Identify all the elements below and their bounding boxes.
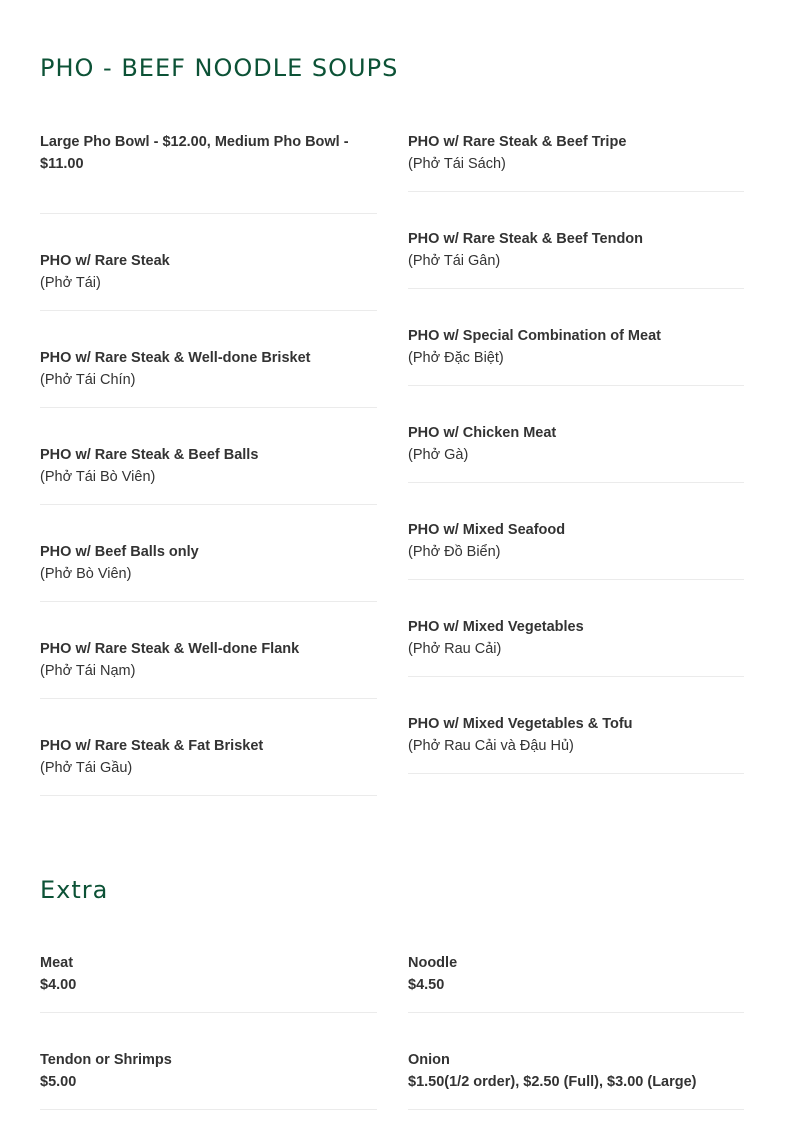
menu-item — [40, 347, 377, 408]
menu-item-name: PHO w/ Special Combination of Meat — [408, 328, 661, 344]
menu-item-description: (Phở Rau Cải) — [408, 641, 502, 657]
menu-item-name: PHO w/ Rare Steak & Well-done Flank — [40, 641, 300, 657]
menu-item — [408, 228, 744, 289]
menu-item-name: PHO w/ Mixed Vegetables & Tofu — [408, 716, 633, 732]
menu-item — [40, 250, 377, 311]
menu-item-name: PHO w/ Mixed Vegetables — [408, 619, 584, 635]
menu-item-description: (Phở Tái Bò Viên) — [40, 469, 156, 485]
menu-item — [40, 952, 377, 1013]
menu-item-name: Large Pho Bowl - $12.00, Medium Pho Bowl - $11.00 — [40, 134, 349, 172]
menu-item-price: $5.00 — [40, 1074, 77, 1090]
menu-item — [408, 1049, 744, 1110]
menu-item-price: $4.50 — [408, 977, 445, 993]
extra-menu-left-column — [40, 952, 377, 1146]
menu-item-description: (Phở Bò Viên) — [40, 566, 132, 582]
menu-item-name: PHO w/ Mixed Seafood — [408, 522, 566, 538]
menu-item-name: PHO w/ Rare Steak & Beef Balls — [40, 447, 259, 463]
menu-item-description: (Phở Tái Gân) — [408, 253, 501, 269]
menu-item-price: $4.00 — [40, 977, 77, 993]
menu-item — [408, 519, 744, 580]
menu-item-description: (Phở Đồ Biển) — [408, 544, 501, 560]
section-title-extra: Extra — [40, 876, 109, 904]
menu-item — [40, 444, 377, 505]
menu-item — [408, 952, 744, 1013]
menu-item-description: (Phở Tái) — [40, 275, 101, 291]
pho-menu-right-column — [408, 131, 744, 810]
pho-menu-left-column — [40, 131, 377, 832]
menu-item-description: (Phở Tái Nạm) — [40, 663, 136, 679]
menu-item-name: Tendon or Shrimps — [40, 1052, 172, 1068]
menu-item — [408, 131, 744, 192]
menu-item-description: (Phở Tái Gầu) — [40, 760, 133, 776]
menu-item — [408, 325, 744, 386]
menu-item-description: (Phở Gà) — [408, 447, 469, 463]
menu-item-description: (Phở Tái Chín) — [40, 372, 136, 388]
menu-item — [408, 422, 744, 483]
menu-item — [40, 1049, 377, 1110]
menu-item — [408, 713, 744, 774]
menu-item-name: Noodle — [408, 955, 458, 971]
menu-item-name: PHO w/ Rare Steak & Beef Tripe — [408, 134, 627, 150]
section-title-pho: PHO - BEEF NOODLE SOUPS — [40, 54, 399, 82]
menu-item-description: (Phở Đặc Biệt) — [408, 350, 504, 366]
menu-item-name: Onion — [408, 1052, 450, 1068]
menu-item-name: PHO w/ Rare Steak & Fat Brisket — [40, 738, 264, 754]
menu-item-name: PHO w/ Rare Steak & Well-done Brisket — [40, 350, 311, 366]
menu-item — [408, 616, 744, 677]
menu-item-description: (Phở Tái Sách) — [408, 156, 506, 172]
menu-item-name: Meat — [40, 955, 74, 971]
menu-item-name: PHO w/ Chicken Meat — [408, 425, 557, 441]
menu-item — [40, 541, 377, 602]
menu-item-name: PHO w/ Rare Steak — [40, 253, 170, 269]
menu-item-name: PHO w/ Beef Balls only — [40, 544, 199, 560]
menu-item-description: (Phở Rau Cải và Đậu Hủ) — [408, 738, 574, 754]
menu-item — [40, 131, 377, 214]
menu-item — [40, 735, 377, 796]
menu-item-price: $1.50(1/2 order), $2.50 (Full), $3.00 (Large) — [408, 1074, 697, 1090]
extra-menu-right-column — [408, 952, 744, 1146]
menu-item — [40, 638, 377, 699]
menu-item-name: PHO w/ Rare Steak & Beef Tendon — [408, 231, 644, 247]
